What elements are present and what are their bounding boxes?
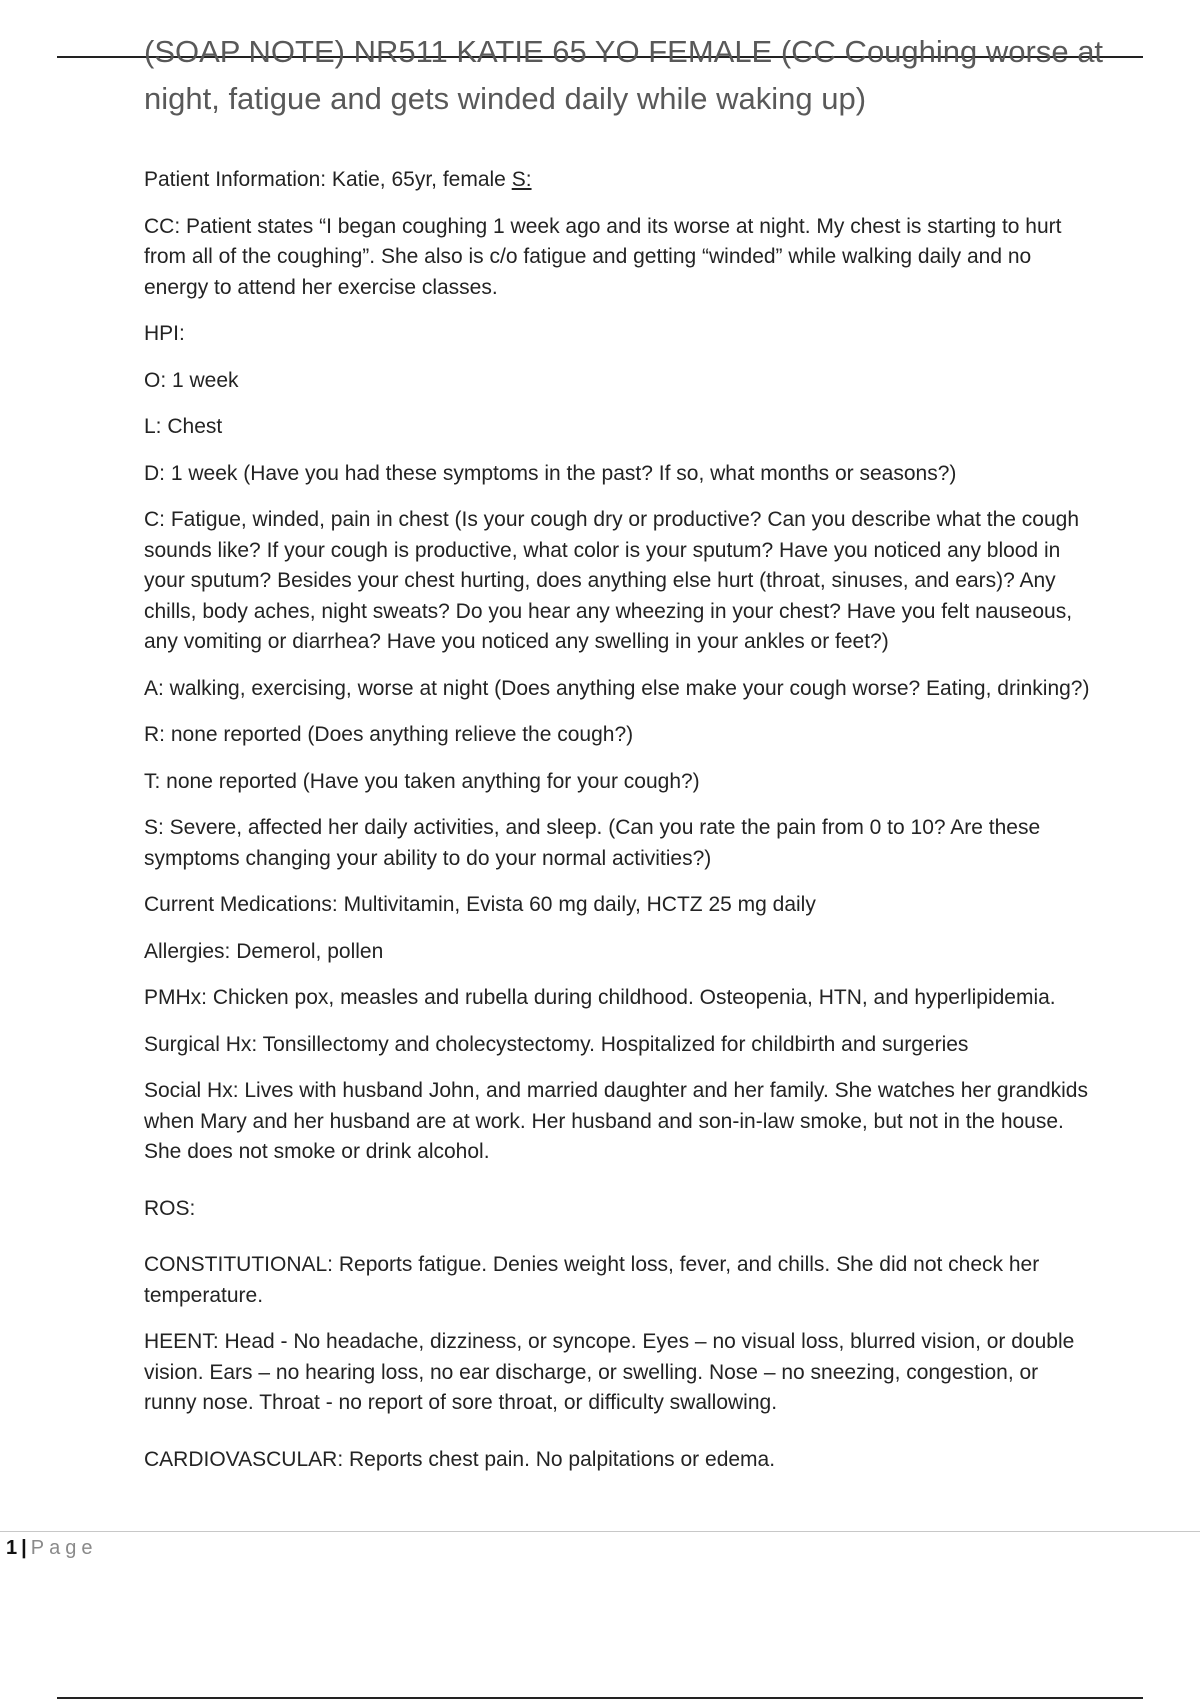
soap-note-body — [144, 165, 1094, 1491]
hpi-onset: O: 1 week — [144, 368, 239, 392]
ros-constitutional: CONSTITUTIONAL: Reports fatigue. Denies weight loss, fever, and chills. She did not check her temperature. — [144, 1253, 1040, 1307]
current-medications: Current Medications: Multivitamin, Evista 60 mg daily, HCTZ 25 mg daily — [144, 893, 816, 916]
hpi-aggravating: A: walking, exercising, worse at night (Does anything else make your cough worse? Eating, drinking?) — [144, 676, 1090, 700]
ros-cardiovascular: CARDIOVASCULAR: Reports chest pain. No palpitations or edema. — [144, 1447, 776, 1471]
page-label: Page — [30, 1537, 98, 1559]
hpi-relieving: R: none reported (Does anything relieve the cough?) — [144, 723, 634, 746]
document-title: (SOAP NOTE) NR511 KATIE 65 YO FEMALE (CC Coughing worse at night, fatigue and gets winded daily while waking up) — [144, 34, 1104, 116]
chief-complaint: CC: Patient states “I began coughing 1 week ago and its worse at night. My chest is starting to hurt from all of the coughing”. She also is c/o fatigue and getting “winded” while walking daily and no energy to attend her exercise classes. — [144, 214, 1062, 299]
hpi-duration: D: 1 week (Have you had these symptoms in the past? If so, what months or seasons?) — [144, 461, 957, 485]
hpi-location: L: Chest — [144, 415, 223, 438]
next-page-header-rule — [57, 1697, 1143, 1699]
hpi-heading: HPI: — [144, 322, 185, 345]
hpi-severity: S: Severe, affected her daily activities, and sleep. (Can you rate the pain from 0 to 10? Are these symptoms changing your ability to do your normal activities?) — [144, 816, 1041, 870]
page-number: 1 — [6, 1537, 18, 1559]
past-medical-history: PMHx: Chicken pox, measles and rubella during childhood. Osteopenia, HTN, and hyperlipidemia. — [144, 986, 1056, 1009]
allergies: Allergies: Demerol, pollen — [144, 939, 384, 963]
subjective-marker: S: — [511, 168, 532, 191]
hpi-treatment: T: none reported (Have you taken anything for your cough?) — [144, 769, 700, 793]
ros-heent: HEENT: Head - No headache, dizziness, or syncope. Eyes – no visual loss, blurred vision, or double vision. Ears – no hearing loss, no ear discharge, or swelling. Nose – no sneezing, congestion, or runny nose. Throat - no report of sore throat, or difficulty swallowing. — [144, 1330, 1075, 1414]
patient-info-text: Patient Information: Katie, 65yr, female — [144, 168, 512, 191]
footer-separator: | — [21, 1537, 27, 1559]
surgical-history: Surgical Hx: Tonsillectomy and cholecystectomy. Hospitalized for childbirth and surgeries — [144, 1032, 969, 1056]
page-footer — [6, 1535, 97, 1561]
footer-rule — [0, 1531, 1200, 1532]
social-history: Social Hx: Lives with husband John, and married daughter and her family. She watches her grandkids when Mary and her husband are at work. Her husband and son-in-law smoke, but not in the house. She does not smoke or drink alcohol. — [144, 1079, 1088, 1163]
patient-information — [144, 165, 1094, 196]
hpi-characteristics: C: Fatigue, winded, pain in chest (Is your cough dry or productive? Can you describe what the cough sounds like? If your cough is productive, what color is your sputum? Have you noticed any blood in your sputum? Besides your chest hurting, does anything else hurt (throat, sinuses, and ears)? Any chills, body aches, night sweats? Do you hear any wheezing in your chest? Have you felt nauseous, any vomiting or diarrhea? Have you noticed any swelling in your ankles or feet?) — [144, 508, 1080, 653]
ros-heading: ROS: — [144, 1196, 196, 1220]
